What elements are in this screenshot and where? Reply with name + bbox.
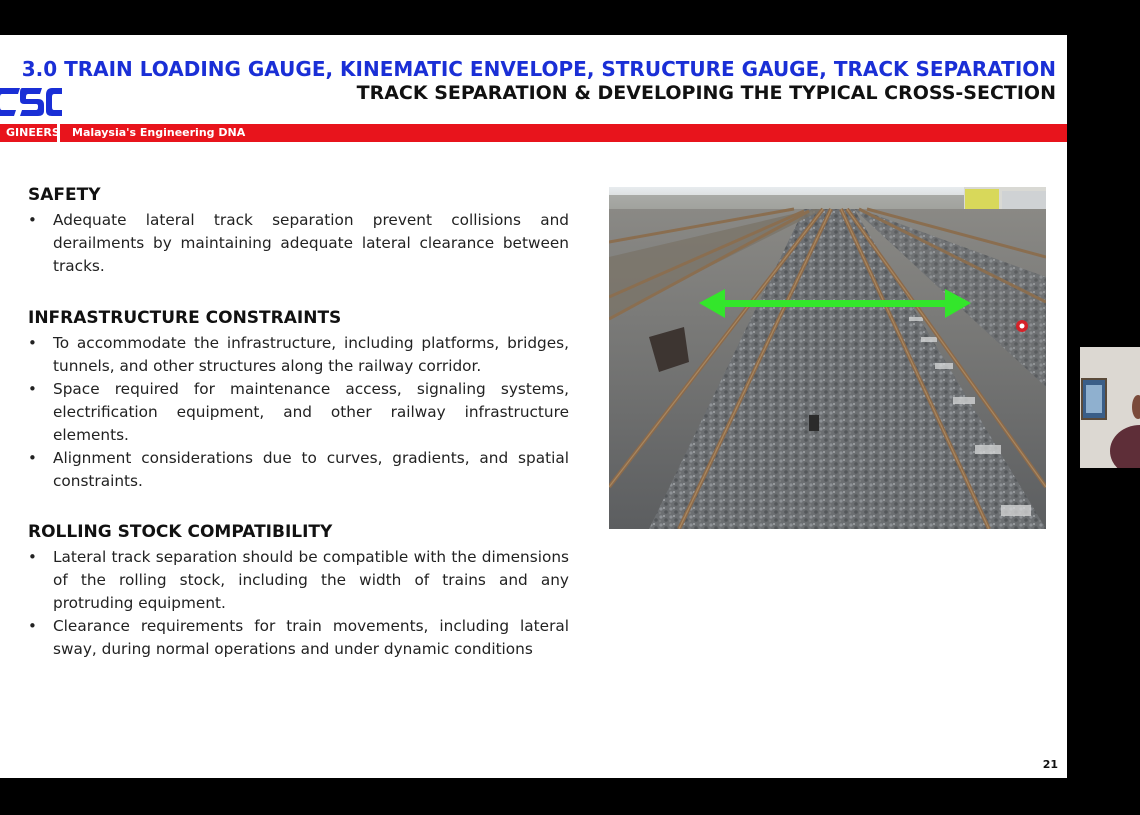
section-safety	[0, 185, 580, 278]
webcam-video-icon	[1080, 347, 1140, 468]
banner-tab-engineers: GINEERS	[0, 124, 60, 142]
bullet-item: • Lateral track separation should be compatible with the dimensions of the rolling stock, including the width of trains and any protruding equipment.	[0, 546, 580, 615]
bullet-item: • To accommodate the infrastructure, including platforms, bridges, tunnels, and other structures along the railway corridor.	[0, 332, 580, 378]
section-title: INFRASTRUCTURE CONSTRAINTS	[28, 308, 342, 328]
bullet-item: • Adequate lateral track separation prevent collisions and derailments by maintaining adequate lateral clearance between tracks.	[0, 209, 580, 278]
section-title: SAFETY	[28, 185, 101, 205]
bullet-item: • Alignment considerations due to curves, gradients, and spatial constraints.	[0, 447, 580, 493]
railway-track-photo	[609, 187, 1046, 529]
bullet-item: • Clearance requirements for train movements, including lateral sway, during normal operations and under dynamic conditions	[0, 615, 580, 661]
participant-webcam-thumbnail[interactable]	[1080, 347, 1140, 468]
section-rolling-stock	[0, 522, 580, 661]
banner-tagline: Malaysia's Engineering DNA	[66, 124, 251, 142]
bullet-item: • Space required for maintenance access, signaling systems, electrification equipment, and other railway infrastructure elements.	[0, 378, 580, 447]
section-title: ROLLING STOCK COMPATIBILITY	[28, 522, 333, 542]
header-banner	[0, 124, 1067, 142]
presentation-slide	[0, 35, 1067, 778]
slide-title: 3.0 TRAIN LOADING GAUGE, KINEMATIC ENVELOPE, STRUCTURE GAUGE, TRACK SEPARATION	[21, 57, 1056, 81]
page-number: 21	[1042, 758, 1058, 771]
section-infrastructure	[0, 308, 580, 493]
slide-subtitle: TRACK SEPARATION & DEVELOPING THE TYPICAL CROSS-SECTION	[356, 82, 1056, 104]
company-logo	[0, 85, 62, 119]
